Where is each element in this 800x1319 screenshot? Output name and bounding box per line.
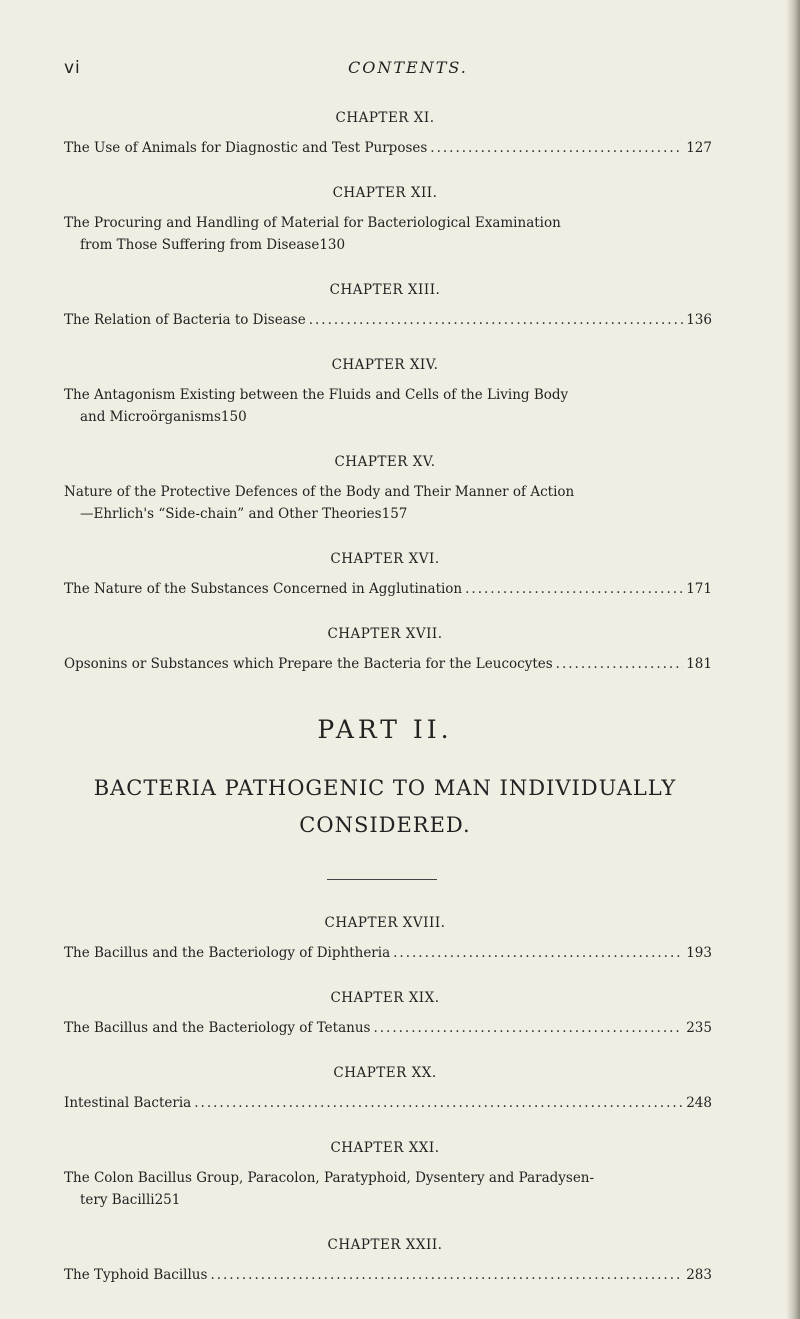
chapter-heading: CHAPTER XVII. [327, 626, 443, 642]
chapter-heading: CHAPTER XIX. [330, 990, 440, 1006]
dot-leader [194, 1092, 683, 1114]
chapter-title-row [64, 137, 712, 159]
chapter-heading: CHAPTER XX. [333, 1065, 437, 1081]
chapter-page-number: 235 [686, 1020, 712, 1036]
chapter-title-line2: from Those Suffering from Disease [80, 237, 320, 253]
page-edge-shadow [786, 0, 800, 1319]
chapter-title-row [64, 309, 712, 331]
running-title: CONTENTS. [348, 58, 468, 77]
chapter-title-line1: The Antagonism Existing between the Fluids and Cells of the Living Body [64, 387, 569, 403]
chapter-entry [64, 1140, 712, 1211]
chapter-title-continuation [64, 406, 712, 428]
chapter-heading: CHAPTER XV. [334, 454, 436, 470]
chapter-title: The Typhoid Bacillus [64, 1267, 208, 1283]
section-divider [327, 879, 437, 880]
chapter-entry [64, 110, 712, 159]
chapter-title-row [64, 942, 712, 964]
chapter-page-number: 283 [686, 1267, 712, 1283]
chapter-title-row [64, 1017, 712, 1039]
chapter-title: The Use of Animals for Diagnostic and Test Purposes [64, 140, 428, 156]
dot-leader [309, 309, 684, 331]
chapter-title: Intestinal Bacteria [64, 1095, 192, 1111]
chapter-page-number: 130 [319, 237, 346, 253]
chapter-entry [64, 626, 712, 675]
chapter-heading: CHAPTER XIV. [331, 357, 439, 373]
dot-leader [430, 137, 683, 159]
chapter-heading: CHAPTER XIII. [329, 282, 441, 298]
chapter-title: Opsonins or Substances which Prepare the Bacteria for the Leucocytes [64, 656, 553, 672]
chapter-entry [64, 357, 712, 428]
chapter-page-number: 150 [220, 409, 247, 425]
chapter-entry [64, 990, 712, 1039]
chapter-heading: CHAPTER XXII. [327, 1237, 443, 1253]
chapter-page-number: 127 [686, 140, 712, 156]
chapter-page-number: 251 [154, 1192, 181, 1208]
chapter-title: The Nature of the Substances Concerned in Agglutination [64, 581, 463, 597]
chapter-page-number: 248 [686, 1095, 712, 1111]
chapter-heading: CHAPTER XVI. [330, 551, 440, 567]
chapter-heading: CHAPTER XI. [335, 110, 435, 126]
part-subtitle-line2: CONSIDERED. [299, 813, 471, 837]
chapter-title-line1: The Procuring and Handling of Material for Bacteriological Examination [64, 215, 561, 231]
dot-leader [373, 1017, 683, 1039]
part1-chapter-list [64, 110, 712, 675]
chapter-title-continuation [64, 1189, 712, 1211]
chapter-title-row [64, 578, 712, 600]
chapter-title-continuation [64, 503, 712, 525]
chapter-entry [64, 282, 712, 331]
page-number: vi [64, 58, 81, 78]
chapter-title-line1: The Colon Bacillus Group, Paracolon, Paratyphoid, Dysentery and Paradysen- [64, 1170, 595, 1186]
chapter-heading: CHAPTER XXI. [330, 1140, 440, 1156]
chapter-entry [64, 1065, 712, 1114]
chapter-title: The Bacillus and the Bacteriology of Tetanus [64, 1020, 371, 1036]
chapter-title: The Relation of Bacteria to Disease [64, 312, 306, 328]
part-title: PART II. [317, 715, 453, 744]
chapter-entry [64, 551, 712, 600]
chapter-title-line2: and Microörganisms [80, 409, 221, 425]
chapter-title-row [64, 481, 712, 525]
chapter-heading: CHAPTER XII. [332, 185, 438, 201]
chapter-title-row [64, 384, 712, 428]
chapter-entry [64, 454, 712, 525]
chapter-title-row [64, 1167, 712, 1211]
chapter-entry [64, 185, 712, 256]
dot-leader [210, 1264, 683, 1286]
chapter-title-line1: Nature of the Protective Defences of the Body and Their Manner of Action [64, 484, 575, 500]
chapter-page-number: 157 [381, 506, 408, 522]
dot-leader [465, 578, 683, 600]
table-of-contents [64, 110, 712, 1312]
chapter-title-line2: —Ehrlich's “Side-chain” and Other Theories [80, 506, 382, 522]
part-subtitle-line1: BACTERIA PATHOGENIC TO MAN INDIVIDUALLY [93, 776, 677, 800]
chapter-title-line2: tery Bacilli [80, 1192, 155, 1208]
chapter-title: The Bacillus and the Bacteriology of Diphtheria [64, 945, 391, 961]
dot-leader [556, 653, 684, 675]
chapter-title-row [64, 1092, 712, 1114]
chapter-page-number: 171 [686, 581, 712, 597]
chapter-title-row [64, 1264, 712, 1286]
chapter-title-row [64, 212, 712, 256]
chapter-entry [64, 1237, 712, 1286]
chapter-page-number: 136 [686, 312, 712, 328]
chapter-page-number: 193 [686, 945, 712, 961]
dot-leader [393, 942, 683, 964]
chapter-heading: CHAPTER XVIII. [324, 915, 446, 931]
chapter-title-row [64, 653, 712, 675]
chapter-title-continuation [64, 234, 712, 256]
part2-chapter-list [64, 915, 712, 1286]
chapter-page-number: 181 [686, 656, 712, 672]
page-header [64, 58, 724, 82]
part-subtitle [58, 770, 712, 844]
chapter-entry [64, 915, 712, 964]
